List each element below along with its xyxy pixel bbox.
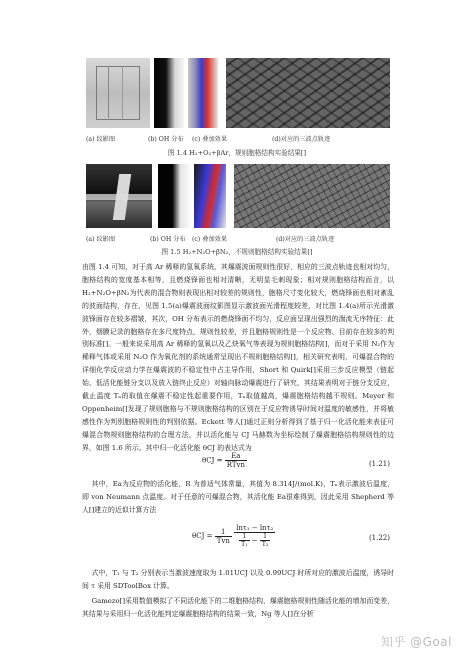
equation-1-22 — [82, 520, 394, 560]
equation-lhs: θCJ = — [202, 456, 223, 465]
figure-1-4-title: 图 1.4 H₂+O₂+βAr，规则胞格结构实验结果[] — [167, 149, 307, 157]
paragraph: 式中，T₁ 与 T₂ 分别表示当激波速度取为 1.01UCJ 以及 0.99UCJ 时所对应的激波后温度，诱导时间 τ 采用 SDToolBox 计算。 — [82, 569, 394, 590]
equation-coefficient — [215, 528, 232, 545]
equation-numerator: Ea — [225, 452, 247, 461]
panel-caption: (c) 叠加效果 — [192, 136, 228, 143]
equation-numerator: lnτ₁ − lnτ₂ — [236, 524, 274, 532]
equation-denominator: RTvn — [226, 461, 245, 469]
equation-1-21 — [82, 452, 394, 476]
panel-caption: (a) 纹影图 — [86, 136, 116, 143]
equation-fraction — [225, 452, 247, 469]
oh-distribution-image — [158, 164, 190, 228]
equation-denominator: $\frac{1}{\text{T₁}}$ − $\frac{1}{\text{T₂}}$ — [241, 533, 269, 548]
triple-point-trajectory-image — [226, 58, 390, 128]
equation-number: (1.21) — [368, 460, 390, 468]
panel-caption: (a) 纹影图 — [86, 236, 116, 243]
coefficient-denominator: Tvn — [216, 536, 230, 545]
inner-numerator: 1 — [260, 533, 270, 541]
panel-caption: (c) 叠加效果 — [192, 236, 228, 243]
panel-caption: (d)对应的三波点轨迹 — [272, 136, 331, 143]
equation-fraction — [234, 524, 275, 548]
panel-caption: (b) OH 分布 — [150, 236, 186, 243]
body-text — [82, 567, 394, 593]
figure-1-5-title: 图 1.5 H₂+N₂O+βN₂，不规则胞格结构实验结果[] — [161, 248, 313, 256]
triple-point-trajectory-image — [234, 164, 390, 228]
figure-1-5-captions — [80, 234, 400, 244]
figure-1-5 — [86, 164, 390, 228]
overlay-image — [188, 58, 218, 128]
paragraph: Gamezo[]采用数值模拟了不同活化能下的二维胞格结构，爆震胞格规则性随活化能的增加而变差，其结果与采用归一化活化能判定爆震胞格结构的结果一致，Ng 等人[]在分析 — [82, 597, 394, 618]
paragraph: 其中，Ea为反应物的活化能，R 为普适气体常量，其值为 8.314J/(mol.K)，Tₙ表示激波后温度，即 von Neumann 点温度。对于任意的可爆混合物，其活化能 Ea很难得到，因此采用 Shepherd 等人[]建立的近似计算方法 — [82, 480, 394, 514]
body-text — [82, 595, 394, 621]
figure-1-4 — [86, 58, 390, 128]
figure-1-4-captions — [80, 134, 400, 144]
inner-denominator: T₂ — [261, 541, 269, 548]
inner-denominator: T₁ — [241, 541, 248, 548]
coefficient-numerator: 1 — [215, 528, 232, 537]
panel-caption: (b) OH 分布 — [148, 136, 184, 143]
oh-distribution-image — [154, 58, 184, 128]
overlay-image — [194, 164, 226, 228]
schlieren-image — [86, 58, 150, 128]
panel-caption: (d)对应的三波点轨迹 — [276, 236, 335, 243]
schlieren-image — [86, 164, 152, 228]
watermark: 知乎 @Goal — [380, 635, 452, 649]
body-text — [82, 261, 394, 452]
equation-lhs: θCJ = — [192, 532, 213, 540]
inner-numerator: 1 — [239, 533, 249, 541]
body-text — [82, 478, 394, 518]
equation-number: (1.22) — [368, 534, 390, 542]
paragraph: 由图 1.4 可知，对于高 Ar 稀释的氢氧系统，其爆震波面规则性很好，相应的三波点轨迹也相对均匀，胞格结构的宽度基本相等，且燃烧锋面也相对清晰，无明显毛刺现象；相对规则胞格结构而言，以 H₂+N₂O+βN₂为代表的混合物则表现出相对较差的规则性，胞格尺寸变化较大，燃烧锋面也相对紊乱的波面结构，存在，见图 1.5(a)爆震波面纹影图显示激波面光滑程度较差，对比图 1.4(a)所示光滑激波锋面存在较多褶皱，其次，OH 分布表示的燃烧锋面不均匀，反应面呈现出强烈的湍流无序特征：此外，烟膜记录的胞格存在多尺度特点，规则性较差，并且胞格规则性是一个反应物、目前存在较多的判别标准[]。一般来说采用高 Ar 稀释的氢氧以及乙炔氧气等表现为规则胞格结构[]，而对于采用 N₂作为稀释气体或采用 N₂O 作为氧化剂的系统通常呈现出不规则胞格结构[]，相关研究表明，可爆混合物的详细化学反应动力学在爆震波的不稳定性中占主导作用，Short 和 Quirk[]采用三步反应模型（链起始、低活化能链分支以及放入链终止反应）对轴向脉动爆震进行了研究，其结果表明对于链分支反应，截止温度 Tₙ的取值在爆震不稳定性起重要作用，Tₙ取值越高，爆震胞格结构越不规则。Meyer 和 Oppenheim[]发现了规则胞格与不规则胞格结构的区别在于反应物诱导时间对温度的敏感性，并将敏感性作为判别胞格规则性的判别依据。Eckett 等人[]通过正则分析得到了基于归一化活化能来表征可爆混合物规则胞格结构的合理方法，并以活化能与 CJ 马赫数为坐标绘制了爆震胞格结构规则性的边界，如图 1.6 所示。其中归一化活化能 θCJ 的表达式为 — [82, 263, 394, 452]
